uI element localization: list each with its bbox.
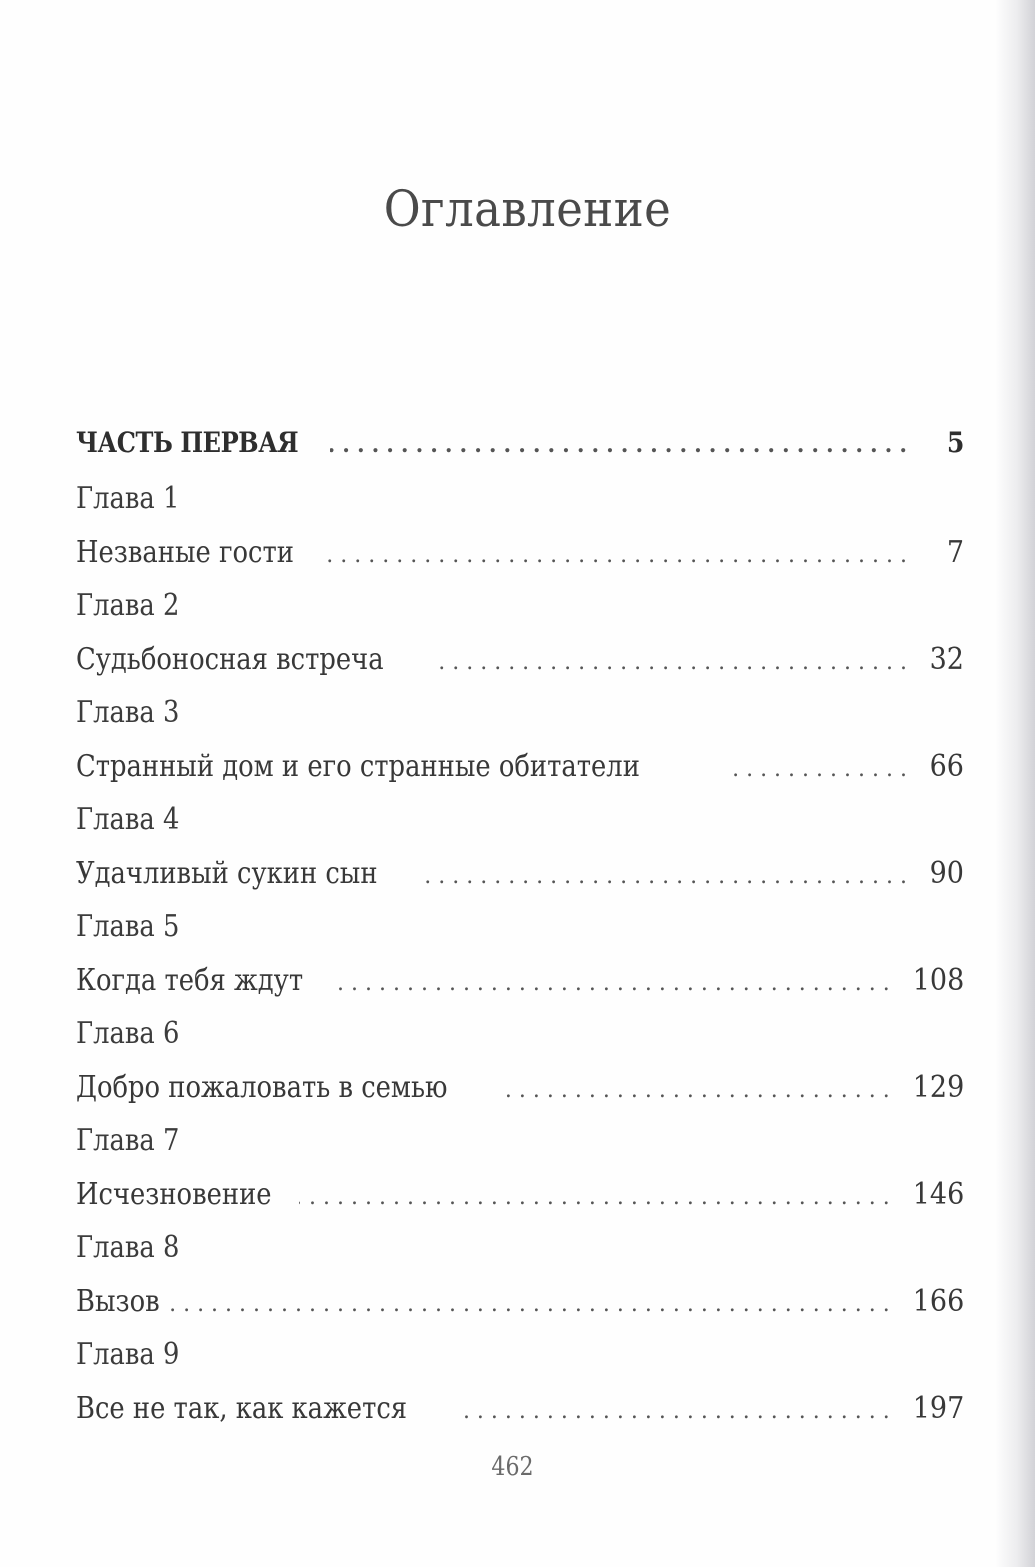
part-page-number: 5 (946, 426, 964, 459)
dot-leader (423, 850, 914, 903)
chapter-title: Добро пожаловать в семью (76, 1070, 448, 1105)
part-label: ЧАСТЬ ПЕРВАЯ (76, 426, 299, 459)
chapter-page-number: 66 (929, 749, 964, 784)
toc-chapter-entry[interactable] (76, 526, 964, 579)
chapter-page-number: 129 (912, 1070, 964, 1105)
chapter-heading (76, 472, 964, 526)
chapter-heading (76, 900, 964, 954)
dot-leader (430, 636, 914, 689)
chapter-number: Глава 3 (76, 695, 180, 730)
dot-leader (728, 743, 914, 796)
toc-chapter-entry[interactable] (76, 847, 964, 900)
chapter-heading (76, 579, 964, 633)
chapter-title: Все не так, как кажется (76, 1391, 408, 1426)
toc-chapter-entry[interactable] (76, 1275, 964, 1328)
chapter-page-number: 197 (912, 1391, 964, 1426)
chapter-number: Глава 2 (76, 588, 180, 623)
dot-leader (169, 1278, 896, 1331)
chapter-page-number: 166 (912, 1284, 964, 1319)
toc-chapter-entry[interactable] (76, 1061, 964, 1114)
chapter-heading (76, 1114, 964, 1168)
chapter-title: Исчезновение (76, 1177, 272, 1212)
chapter-title: Вызов (76, 1284, 160, 1319)
chapter-heading (76, 1328, 964, 1382)
chapter-heading (76, 1007, 964, 1061)
dot-leader (325, 529, 914, 582)
chapter-number: Глава 6 (76, 1016, 180, 1051)
chapter-number: Глава 9 (76, 1337, 180, 1372)
chapter-number: Глава 5 (76, 909, 180, 944)
dot-leader (330, 416, 914, 474)
dot-leader (336, 957, 897, 1010)
dot-leader (457, 1385, 897, 1438)
chapter-page-number: 146 (912, 1177, 964, 1212)
chapter-heading (76, 793, 964, 847)
chapter-title: Незваные гости (76, 535, 294, 570)
chapter-number: Глава 4 (76, 802, 180, 837)
toc-chapter-entry[interactable] (76, 1168, 964, 1221)
toc-chapter-entry[interactable] (76, 954, 964, 1007)
table-of-contents (76, 414, 964, 1435)
chapter-heading (76, 686, 964, 740)
page-number: 462 (491, 1452, 534, 1482)
toc-chapter-entry[interactable] (76, 1382, 964, 1435)
page-title: Оглавление (383, 180, 672, 238)
chapter-title: Когда тебя ждут (76, 963, 304, 998)
chapter-title: Судьбоносная встреча (76, 642, 384, 677)
dot-leader (504, 1064, 897, 1117)
chapter-page-number: 90 (929, 856, 964, 891)
dot-leader (299, 1171, 896, 1224)
chapter-page-number: 32 (929, 642, 964, 677)
chapter-title: Странный дом и его странные обитатели (76, 749, 640, 784)
chapter-heading (76, 1221, 964, 1275)
chapter-number: Глава 1 (76, 481, 180, 516)
toc-chapter-entry[interactable] (76, 740, 964, 793)
chapter-page-number: 108 (912, 963, 964, 998)
chapter-page-number: 7 (946, 535, 964, 570)
chapter-number: Глава 8 (76, 1230, 180, 1265)
toc-chapter-entry[interactable] (76, 633, 964, 686)
chapter-number: Глава 7 (76, 1123, 180, 1158)
toc-part-entry[interactable] (76, 414, 964, 472)
chapter-title: Удачливый сукин сын (76, 856, 378, 891)
